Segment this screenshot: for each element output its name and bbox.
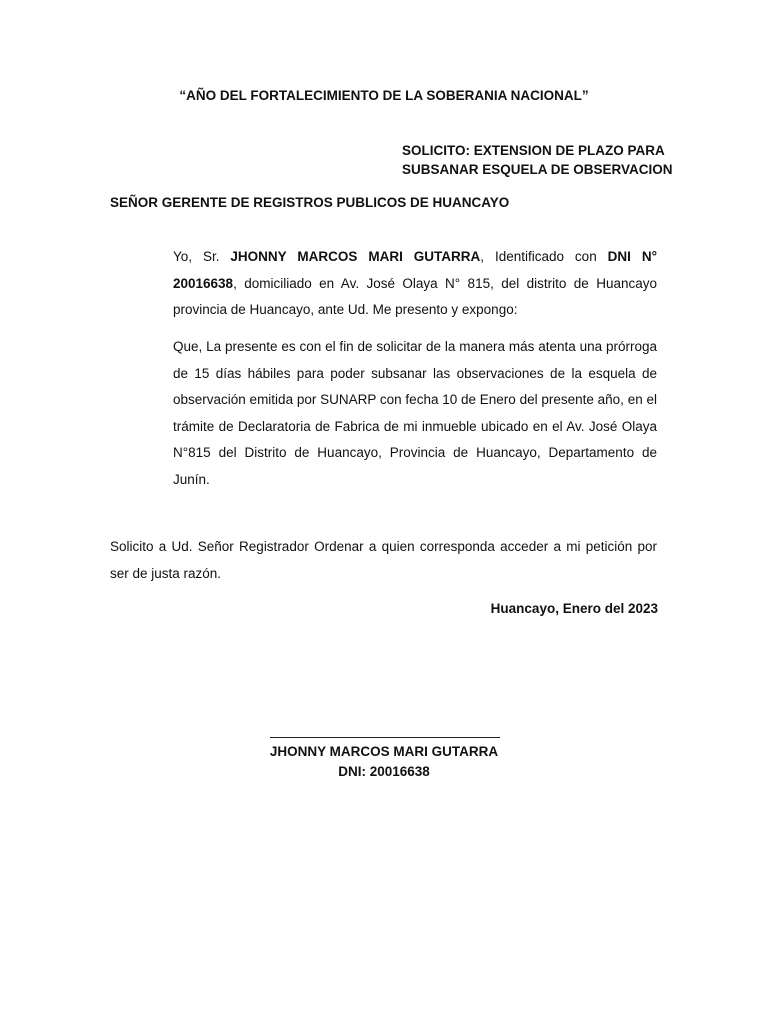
place-date: Huancayo, Enero del 2023: [490, 601, 658, 616]
identified-text: , Identificado con: [480, 249, 608, 264]
paragraph-request: Que, La presente es con el fin de solicitar de la manera más atenta una prórroga de 15 días hábiles para poder subsanar las observaciones de la esquela de observación emitida por SUNARP con fecha 10 de Enero del presente año, en el trámite de Declaratoria de Fabrica de mi inmueble ubicado en el Av. José Olaya N°815 del Distrito de Huancayo, Provincia de Huancayo, Departamento de Junín.: [173, 339, 657, 487]
recipient-heading: SEÑOR GERENTE DE REGISTROS PUBLICOS DE HUANCAYO: [110, 195, 510, 210]
closing-paragraph: Solicito a Ud. Señor Registrador Ordenar a quien corresponda acceder a mi petición por ser de justa razón.: [110, 539, 657, 581]
signature-name: JHONNY MARCOS MARI GUTARRA: [269, 744, 499, 759]
subject-line-2: SUBSANAR ESQUELA DE OBSERVACION: [402, 162, 673, 177]
intro-text: Yo, Sr.: [173, 249, 231, 264]
subject-line-1: SOLICITO: EXTENSION DE PLAZO PARA: [402, 143, 665, 158]
applicant-name: JHONNY MARCOS MARI GUTARRA: [230, 249, 481, 264]
address-text: , domiciliado en Av. José Olaya N° 815, del distrito de Huancayo provincia de Huancayo, ante Ud. Me presento y expongo:: [173, 275, 657, 317]
paragraph-introduction: [173, 244, 657, 324]
signature-line: [270, 737, 500, 738]
subject-block: [402, 141, 702, 179]
signature-block: [234, 742, 534, 782]
signature-dni: DNI: 20016638: [338, 764, 430, 779]
year-title: “AÑO DEL FORTALECIMIENTO DE LA SOBERANIA NACIONAL”: [179, 88, 589, 103]
applicant-dni: DNI N° 20016638: [173, 249, 657, 291]
